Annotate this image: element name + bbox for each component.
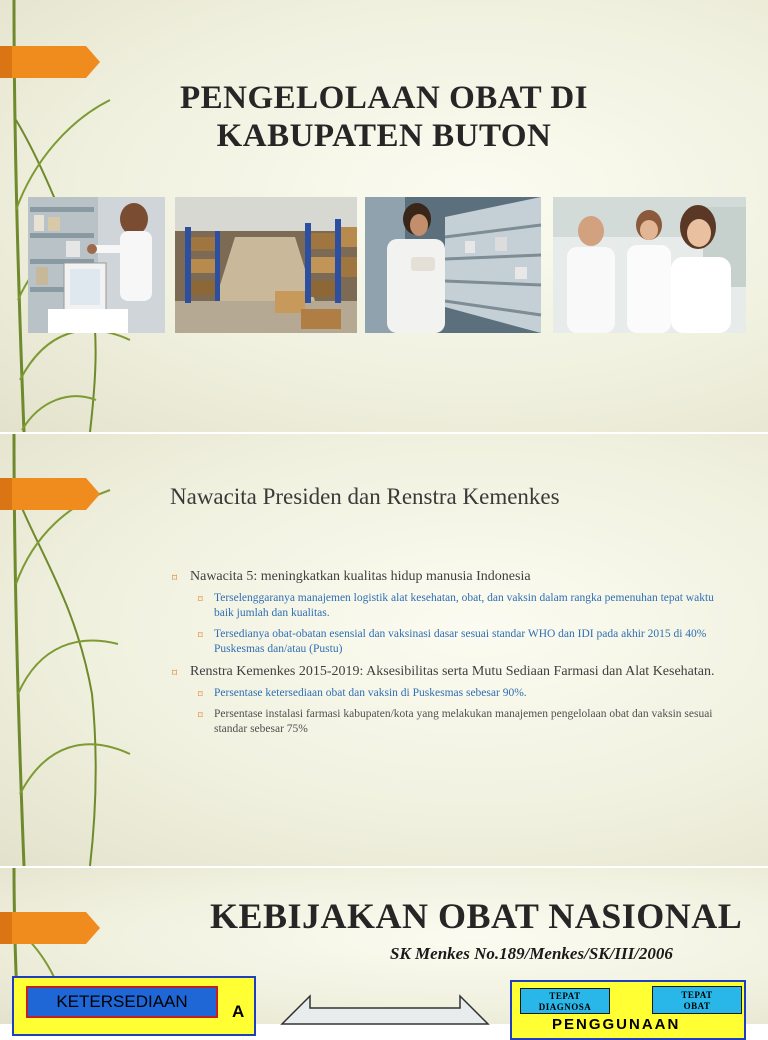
bullet-arrow-icon: ⌑ xyxy=(172,668,178,679)
bullet-list xyxy=(170,568,730,743)
orange-tab-arrow-icon xyxy=(0,478,100,510)
list-item xyxy=(170,568,730,585)
usage-box xyxy=(510,980,746,1040)
slide-title: KEBIJAKAN OBAT NASIONAL xyxy=(210,896,743,936)
photo-pharmacist-team xyxy=(553,197,746,333)
bullet-text: Renstra Kemenkes 2015-2019: Aksesibilitas serta Mutu Sediaan Farmasi dan Alat Kesehatan. xyxy=(190,664,715,679)
list-item xyxy=(170,591,730,621)
bullet-arrow-icon: ⌑ xyxy=(198,594,203,604)
slide-nawacita xyxy=(0,434,768,866)
availability-box xyxy=(12,976,256,1036)
orange-tab-arrow-icon xyxy=(0,912,100,944)
list-item xyxy=(170,707,730,737)
double-arrow-icon xyxy=(280,994,490,1024)
list-item xyxy=(170,627,730,657)
sub-bullet-text: Persentase instalasi farmasi kabupaten/kota yang melakukan manajemen pengelolaan obat dan vaksin sesuai standar sebesar 75% xyxy=(214,708,713,735)
bullet-arrow-icon: ⌑ xyxy=(198,630,203,640)
photo-warehouse xyxy=(175,197,357,333)
bullet-text: Nawacita 5: meningkatkan kualitas hidup manusia Indonesia xyxy=(190,569,531,584)
pill-line: OBAT xyxy=(683,1001,711,1011)
slide-title-line-2: KABUPATEN BUTON xyxy=(216,118,552,154)
photo-pharmacist-computer xyxy=(28,197,165,333)
sub-bullet-text: Tersedianya obat-obatan esensial dan vaksinasi dasar sesuai standar WHO dan IDI pada akhir 2015 di 40% Puskesmas dan/atau (Pustu) xyxy=(214,628,707,655)
orange-tab-arrow-icon xyxy=(0,46,100,78)
availability-letter: A xyxy=(232,1002,245,1021)
slide-title-page xyxy=(0,0,768,432)
bullet-arrow-icon: ⌑ xyxy=(198,710,203,720)
pill-line: TEPAT xyxy=(681,990,713,1000)
slide-title-line-1: PENGELOLAAN OBAT DI xyxy=(179,80,588,116)
photo-pharmacist-shelves xyxy=(365,197,541,333)
pill-line: TEPAT xyxy=(549,991,581,1001)
pill-line: DIAGNOSA xyxy=(538,1002,592,1012)
decree-reference: SK Menkes No.189/Menkes/SK/III/2006 xyxy=(390,944,673,963)
availability-label: KETERSEDIAAN xyxy=(26,986,218,1018)
tepat-obat-pill xyxy=(652,986,742,1014)
bullet-arrow-icon: ⌑ xyxy=(198,689,203,699)
sub-bullet-text: Persentase ketersediaan obat dan vaksin di Puskesmas sebesar 90%. xyxy=(214,687,527,699)
list-item xyxy=(170,686,730,701)
usage-label: PENGGUNAAN xyxy=(552,1016,681,1033)
slide-kebijakan-obat xyxy=(0,868,768,1033)
tepat-diagnosa-pill xyxy=(520,988,610,1014)
sub-bullet-text: Terselenggaranya manajemen logistik alat kesehatan, obat, dan vaksin dalam rangka pemenuhan tepat waktu baik jumlah dan kualitas. xyxy=(214,592,714,619)
section-heading: Nawacita Presiden dan Renstra Kemenkes xyxy=(170,484,560,509)
bullet-arrow-icon: ⌑ xyxy=(172,573,178,584)
list-item xyxy=(170,663,730,680)
